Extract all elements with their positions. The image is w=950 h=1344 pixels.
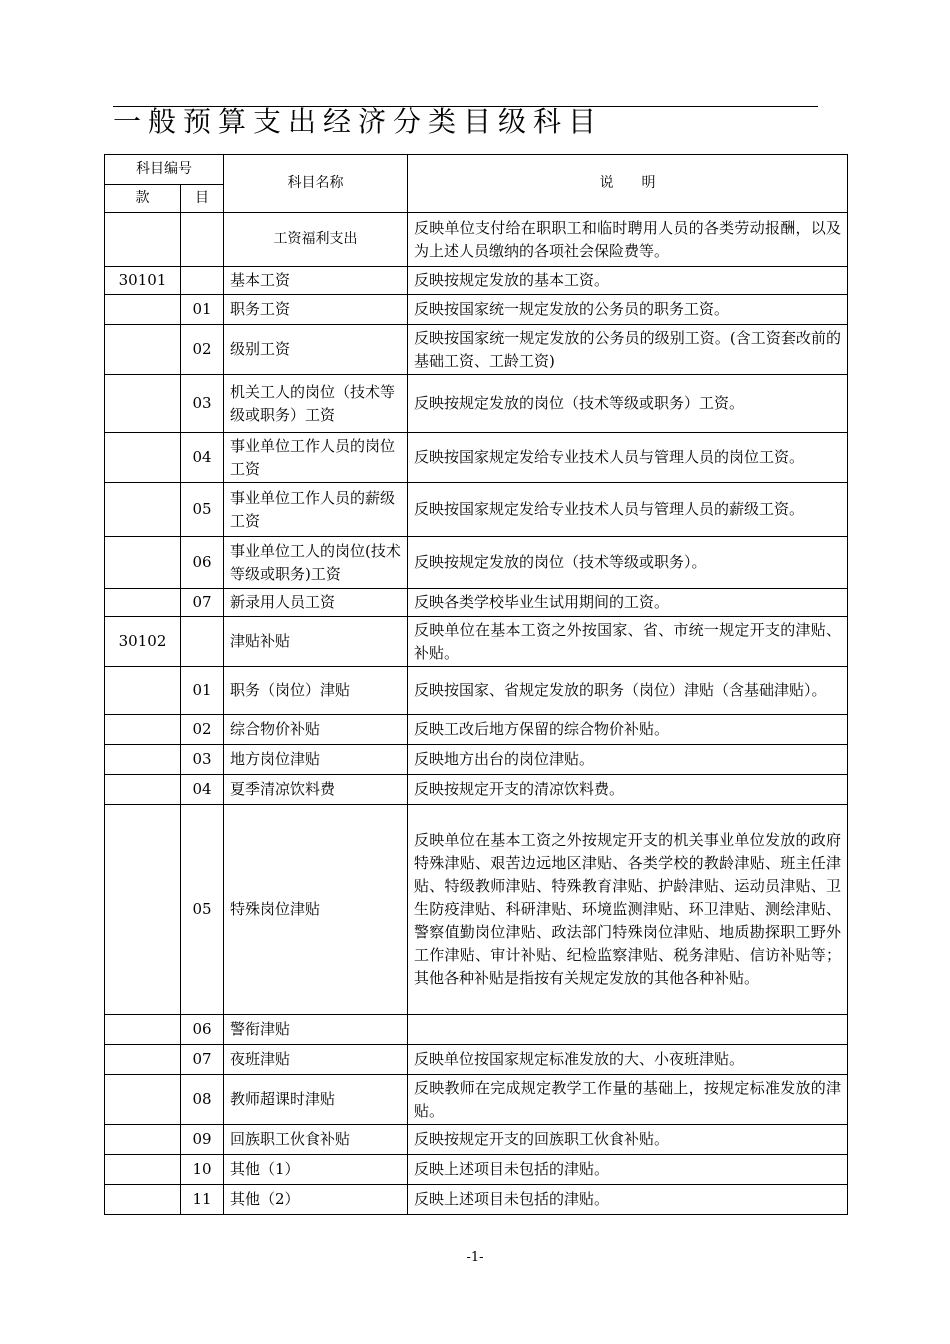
header-code-group: 科目编号 [105, 155, 224, 185]
cell-kuan [105, 667, 181, 715]
cell-desc: 反映按规定发放的岗位（技术等级或职务）。 [408, 537, 848, 589]
cell-desc: 反映按规定开支的回族职工伙食补贴。 [408, 1125, 848, 1155]
cell-desc: 反映按国家规定发给专业技术人员与管理人员的岗位工资。 [408, 433, 848, 483]
cell-mu: 02 [181, 325, 224, 375]
cell-kuan [105, 433, 181, 483]
cell-kuan [105, 715, 181, 745]
cell-desc: 反映按国家、省规定发放的职务（岗位）津贴（含基础津贴）。 [408, 667, 848, 715]
cell-kuan [105, 775, 181, 805]
cell-kuan [105, 325, 181, 375]
cell-name: 教师超课时津贴 [224, 1075, 408, 1125]
cell-mu: 01 [181, 295, 224, 325]
cell-kuan [105, 1045, 181, 1075]
page-number: -1- [466, 1250, 484, 1265]
table-row [105, 805, 848, 1015]
table-row [105, 589, 848, 617]
table-row [105, 1075, 848, 1125]
cell-mu: 02 [181, 715, 224, 745]
cell-name: 级别工资 [224, 325, 408, 375]
cell-name: 职务（岗位）津贴 [224, 667, 408, 715]
cell-desc: 反映单位在基本工资之外按国家、省、市统一规定开支的津贴、补贴。 [408, 617, 848, 667]
header-kuan: 款 [105, 185, 181, 213]
cell-desc: 反映地方出台的岗位津贴。 [408, 745, 848, 775]
table-row [105, 295, 848, 325]
cell-desc [408, 1015, 848, 1045]
cell-kuan [105, 589, 181, 617]
table-row [105, 433, 848, 483]
cell-desc: 反映按规定发放的岗位（技术等级或职务）工资。 [408, 375, 848, 433]
table-row [105, 715, 848, 745]
cell-name: 其他（1） [224, 1155, 408, 1185]
cell-kuan [105, 745, 181, 775]
cell-mu: 04 [181, 775, 224, 805]
header-desc: 说 明 [408, 155, 848, 213]
cell-kuan [105, 1155, 181, 1185]
cell-mu [181, 617, 224, 667]
cell-name: 夜班津贴 [224, 1045, 408, 1075]
document-title: 一般预算支出经济分类目级科目 [113, 105, 604, 138]
cell-mu: 03 [181, 375, 224, 433]
cell-name: 特殊岗位津贴 [224, 805, 408, 1015]
cell-desc: 反映单位支付给在职职工和临时聘用人员的各类劳动报酬，以及为上述人员缴纳的各项社会保险费等。 [408, 213, 848, 267]
table-row [105, 483, 848, 537]
table-row [105, 1015, 848, 1045]
cell-desc: 反映单位在基本工资之外按规定开支的机关事业单位发放的政府特殊津贴、艰苦边远地区津贴、各类学校的教龄津贴、班主任津贴、特级教师津贴、特殊教育津贴、护龄津贴、运动员津贴、卫生防疫津贴、科研津贴、环境监测津贴、环卫津贴、测绘津贴、警察值勤岗位津贴、政法部门特殊岗位津贴、地质勘探职工野外工作津贴、审计补贴、纪检监察津贴、税务津贴、信访补贴等；其他各种补贴是指按有关规定发放的其他各种补贴。 [408, 805, 848, 1015]
cell-kuan [105, 1015, 181, 1045]
cell-name: 津贴补贴 [224, 617, 408, 667]
cell-desc: 反映上述项目未包括的津贴。 [408, 1155, 848, 1185]
cell-name: 事业单位工作人员的薪级工资 [224, 483, 408, 537]
cell-name: 回族职工伙食补贴 [224, 1125, 408, 1155]
table-body [105, 213, 848, 1215]
cell-name: 工资福利支出 [224, 213, 408, 267]
cell-name: 新录用人员工资 [224, 589, 408, 617]
table-row [105, 667, 848, 715]
cell-mu: 06 [181, 1015, 224, 1045]
cell-name: 夏季清凉饮料费 [224, 775, 408, 805]
table-row [105, 1155, 848, 1185]
cell-name: 综合物价补贴 [224, 715, 408, 745]
cell-mu: 11 [181, 1185, 224, 1215]
cell-desc: 反映按规定开支的清凉饮料费。 [408, 775, 848, 805]
table-row [105, 267, 848, 295]
header-mu: 目 [181, 185, 224, 213]
cell-mu: 06 [181, 537, 224, 589]
cell-desc: 反映教师在完成规定教学工作量的基础上，按规定标准发放的津贴。 [408, 1075, 848, 1125]
cell-mu: 07 [181, 1045, 224, 1075]
cell-kuan: 30101 [105, 267, 181, 295]
cell-name: 基本工资 [224, 267, 408, 295]
table-row [105, 1125, 848, 1155]
cell-desc: 反映按国家规定发给专业技术人员与管理人员的薪级工资。 [408, 483, 848, 537]
table-row [105, 1045, 848, 1075]
table-row [105, 213, 848, 267]
table-row [105, 375, 848, 433]
cell-desc: 反映按规定发放的基本工资。 [408, 267, 848, 295]
table-row [105, 537, 848, 589]
table-row [105, 325, 848, 375]
cell-name: 警衔津贴 [224, 1015, 408, 1045]
cell-mu: 03 [181, 745, 224, 775]
cell-kuan [105, 537, 181, 589]
cell-desc: 反映按国家统一规定发放的公务员的职务工资。 [408, 295, 848, 325]
cell-kuan: 30102 [105, 617, 181, 667]
cell-kuan [105, 213, 181, 267]
cell-kuan [105, 1075, 181, 1125]
cell-mu: 04 [181, 433, 224, 483]
table-row [105, 745, 848, 775]
cell-name: 事业单位工人的岗位(技术等级或职务)工资 [224, 537, 408, 589]
cell-kuan [105, 1185, 181, 1215]
cell-name: 职务工资 [224, 295, 408, 325]
table-row [105, 617, 848, 667]
cell-mu: 05 [181, 483, 224, 537]
cell-mu: 07 [181, 589, 224, 617]
cell-desc: 反映工改后地方保留的综合物价补贴。 [408, 715, 848, 745]
cell-kuan [105, 375, 181, 433]
cell-name: 事业单位工作人员的岗位工资 [224, 433, 408, 483]
cell-name: 机关工人的岗位（技术等级或职务）工资 [224, 375, 408, 433]
cell-mu: 05 [181, 805, 224, 1015]
cell-kuan [105, 805, 181, 1015]
cell-kuan [105, 483, 181, 537]
cell-desc: 反映各类学校毕业生试用期间的工资。 [408, 589, 848, 617]
table-row [105, 1185, 848, 1215]
cell-desc: 反映单位按国家规定标准发放的大、小夜班津贴。 [408, 1045, 848, 1075]
cell-desc: 反映上述项目未包括的津贴。 [408, 1185, 848, 1215]
cell-kuan [105, 295, 181, 325]
cell-name: 其他（2） [224, 1185, 408, 1215]
cell-desc: 反映按国家统一规定发放的公务员的级别工资。(含工资套改前的基础工资、工龄工资) [408, 325, 848, 375]
cell-mu: 08 [181, 1075, 224, 1125]
cell-mu: 09 [181, 1125, 224, 1155]
cell-mu [181, 213, 224, 267]
cell-mu [181, 267, 224, 295]
cell-kuan [105, 1125, 181, 1155]
cell-mu: 10 [181, 1155, 224, 1185]
cell-mu: 01 [181, 667, 224, 715]
cell-name: 地方岗位津贴 [224, 745, 408, 775]
header-name: 科目名称 [224, 155, 408, 213]
classification-table [104, 154, 848, 1215]
table-header [105, 155, 848, 213]
table-row [105, 775, 848, 805]
